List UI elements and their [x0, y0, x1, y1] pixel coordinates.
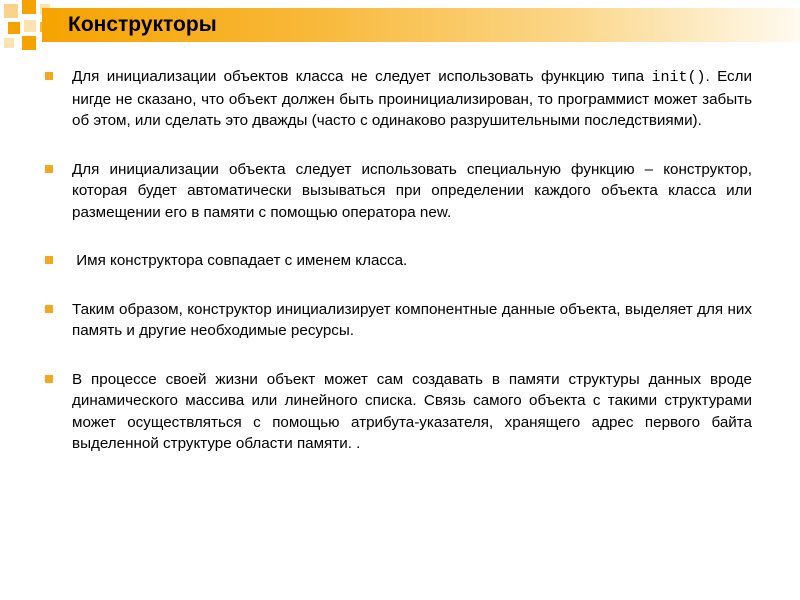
bullet-text: Таким образом, конструктор инициализирует компонентные данные объекта, выделяет для них память и другие необходимые ресурсы. — [72, 300, 752, 339]
slide-title: Конструкторы — [68, 13, 217, 36]
decor-square — [24, 20, 36, 32]
bullet-text: В процессе своей жизни объект может сам создавать в памяти структуры данных вроде динамического массива или линейного списка. Связь самого объекта с такими структурами может осуществляться с помощью атрибута-указателя, хранящего адрес первого байта выделенной структуре области памяти. . — [72, 370, 752, 452]
bullet-list — [40, 66, 752, 455]
bullet-square-icon — [45, 375, 53, 383]
bullet-text: Имя конструктора совпадает с именем класса. — [72, 252, 408, 269]
bullet-item — [40, 299, 752, 342]
bullet-text-part: . Если нигде не сказано, что объект должен быть проинициализирован, то программист может забыть об этом, или сделать это дважды (часто с одинаково разрушительными последствиями). — [72, 68, 752, 129]
bullet-item — [40, 250, 752, 272]
bullet-item — [40, 159, 752, 224]
bullet-text-part: Для инициализации объектов класса не следует использовать функцию типа — [72, 68, 652, 85]
decor-square — [22, 36, 36, 50]
bullet-square-icon — [45, 256, 53, 264]
decor-square — [4, 38, 14, 48]
inline-code: init() — [651, 69, 706, 86]
decor-square — [22, 0, 36, 14]
decor-square — [8, 22, 20, 34]
bullet-text — [72, 66, 752, 132]
bullet-square-icon — [45, 165, 53, 173]
bullet-square-icon — [45, 72, 53, 80]
bullet-item — [40, 369, 752, 455]
bullet-square-icon — [45, 305, 53, 313]
bullet-item — [40, 66, 752, 132]
bullet-text: Для инициализации объекта следует использовать специальную функцию – конструктор, которая будет автоматически вызываться при определении каждого объекта класса или размещении его в памяти с помощью оператора new. — [72, 160, 752, 221]
decor-square — [4, 4, 18, 18]
